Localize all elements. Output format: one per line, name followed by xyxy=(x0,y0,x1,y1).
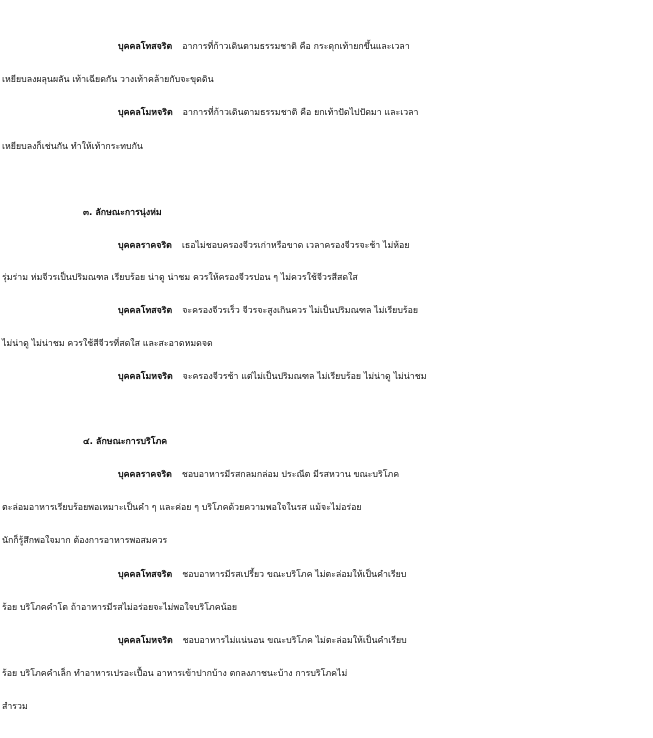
text: ชอบอาหารไม่แน่นอน ขณะบริโภค ไม่ตะล่อมให้เป็นคำเรียบ xyxy=(182,636,407,646)
paragraph-moha-dress-line1 xyxy=(0,368,653,386)
paragraph-dosa-eat-line1 xyxy=(0,566,653,584)
section-4-heading: ๔. ลักษณะการบริโภค xyxy=(83,437,168,447)
text: ร้อย บริโภคคำเล็ก ทำอาหารเปรอะเปื้อน อาหารเข้าปากบ้าง ตกลงภาชนะบ้าง การบริโภคไม่ xyxy=(2,669,348,679)
paragraph-dosa-eat-line2 xyxy=(0,599,653,617)
term-dosa: บุคคลโทสจริต xyxy=(118,570,173,580)
text: เหยียบลงก็เช่นกัน ทำให้เท้ากระทบกัน xyxy=(2,142,143,152)
term-dosa: บุคคลโทสจริต xyxy=(118,306,173,316)
text: จะครองจีวรช้า แต่ไม่เป็นปริมณฑล ไม่เรียบร้อย ไม่น่าดู ไม่น่าชม xyxy=(182,372,427,382)
paragraph-raga-dress-line1 xyxy=(0,237,653,255)
text: นักก็รู้สึกพอใจมาก ต้องการอาหารพอสมควร xyxy=(2,536,168,546)
text: ร้อย บริโภคคำโต ถ้าอาหารมีรสไม่อร่อยจะไม่พอใจบริโภคน้อย xyxy=(2,603,238,613)
paragraph-raga-eat-line3 xyxy=(0,532,653,550)
text: สำรวม xyxy=(2,702,28,712)
text: ตะล่อมอาหารเรียบร้อยพอเหมาะเป็นคำ ๆ และค่อย ๆ บริโภคด้วยความพอใจในรส แม้จะไม่อร่อย xyxy=(2,503,362,513)
paragraph-moha-eat-line1 xyxy=(0,632,653,650)
paragraph-moha-walk-line1 xyxy=(0,104,653,122)
paragraph-dosa-dress-line1 xyxy=(0,302,653,320)
text: เหยียบลงผลุนผลัน เท้าเฉียดกัน วางเท้าคล้ายกับจะขุดดิน xyxy=(2,75,214,85)
paragraph-dosa-walk-line1 xyxy=(0,38,653,56)
text: อาการที่ก้าวเดินตามธรรมชาติ คือ ยกเท้าปัดไปปัดมา และเวลา xyxy=(182,108,419,118)
paragraph-moha-eat-line2 xyxy=(0,665,653,683)
text: อาการที่ก้าวเดินตามธรรมชาติ คือ กระดุกเท้ายกขึ้นและเวลา xyxy=(182,42,410,52)
paragraph-moha-walk-line2 xyxy=(0,138,653,156)
text: จะครองจีวรเร็ว จีวรจะสูงเกินควร ไม่เป็นปริมณฑล ไม่เรียบร้อย xyxy=(182,306,419,316)
paragraph-raga-eat-line1 xyxy=(0,466,653,484)
text: ชอบอาหารมีรสเปรี้ยว ขณะบริโภค ไม่ตะล่อมให้เป็นคำเรียบ xyxy=(182,570,407,580)
term-moha: บุคคลโมหจริต xyxy=(118,108,173,118)
paragraph-moha-eat-line3 xyxy=(0,698,653,716)
paragraph-dosa-walk-line2 xyxy=(0,71,653,89)
text: รุ่มร่าม ห่มจีวรเป็นปริมณฑล เรียบร้อย น่าดู น่าชม ควรให้ครองจีวรปอน ๆ ไม่ควรใช้จีวรสีสดใส xyxy=(2,273,358,283)
paragraph-dosa-dress-line2 xyxy=(0,335,653,353)
term-raga: บุคคลราคจริต xyxy=(118,241,172,251)
term-moha: บุคคลโมหจริต xyxy=(118,636,173,646)
section-3-heading: ๓. ลักษณะการนุ่งห่ม xyxy=(83,208,162,218)
text: ชอบอาหารมีรสกลมกล่อม ประณีต มีรสหวาน ขณะบริโภค xyxy=(181,470,400,480)
paragraph-raga-eat-line2 xyxy=(0,499,653,517)
text: ไม่น่าดู ไม่น่าชม ควรใช้สีจีวรที่สดใส และสะอาดหมดจด xyxy=(2,339,213,349)
term-raga: บุคคลราคจริต xyxy=(118,470,172,480)
term-dosa: บุคคลโทสจริต xyxy=(118,42,173,52)
paragraph-raga-dress-line2 xyxy=(0,269,653,287)
text: เธอไม่ชอบครองจีวรเก่าหรือขาด เวลาครองจีวรจะช้า ไม่ห้อย xyxy=(181,241,410,251)
term-moha: บุคคลโมหจริต xyxy=(118,372,173,382)
